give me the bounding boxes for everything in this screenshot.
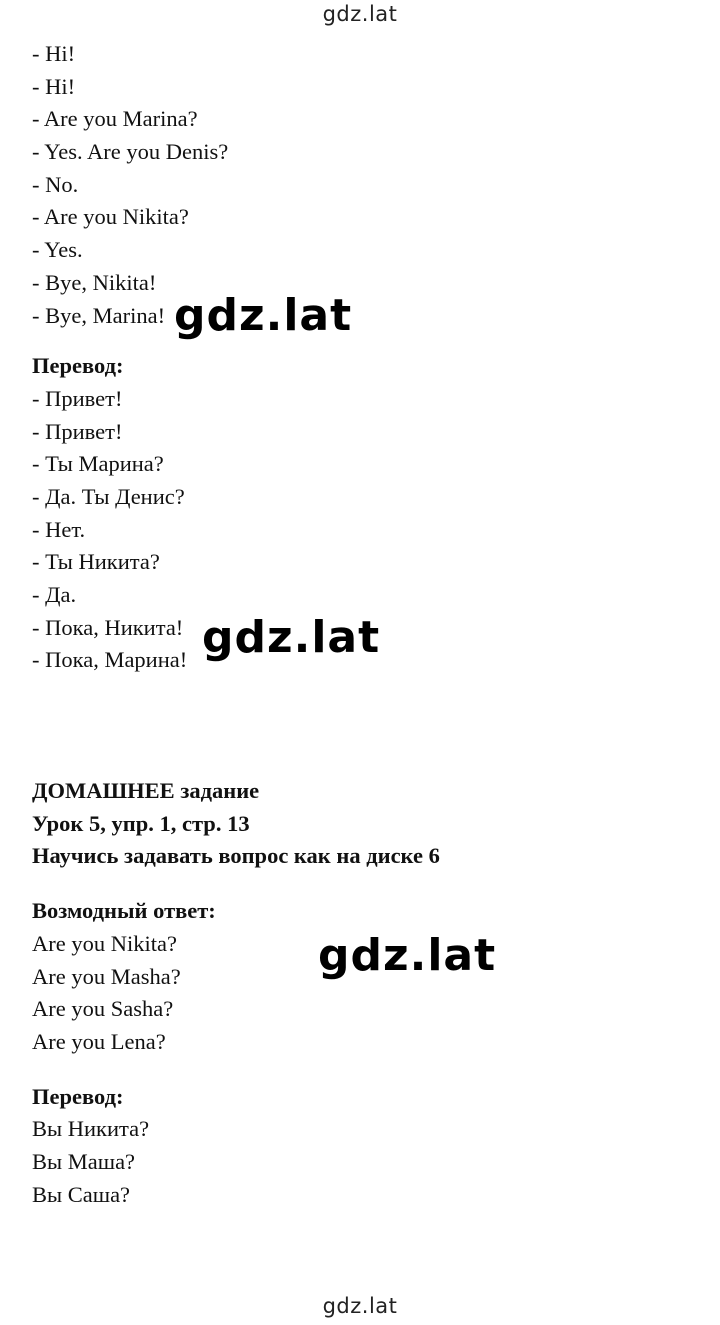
watermark: gdz.lat: [202, 612, 381, 663]
answer-line: Are you Nikita?: [32, 930, 177, 956]
translation-line: - Привет!: [32, 385, 123, 411]
translation-line: - Пока, Марина!: [32, 647, 188, 673]
dialogue-line: - Bye, Marina!: [32, 302, 166, 328]
translation-line: - Ты Никита?: [32, 549, 160, 575]
translation-line: - Привет!: [32, 418, 123, 444]
dialogue-line: - Hi!: [32, 73, 76, 99]
dialogue-line: - Bye, Nikita!: [32, 269, 157, 295]
translation-line: - Ты Марина?: [32, 451, 164, 477]
translation-line: Вы Саша?: [32, 1181, 131, 1207]
translation-line: - Да. Ты Денис?: [32, 483, 185, 509]
translation-line: Вы Никита?: [32, 1116, 150, 1142]
dialogue-block: [32, 38, 692, 332]
answer-line: Are you Masha?: [32, 963, 181, 989]
translation-line: - Да.: [32, 582, 77, 607]
answer-line: Are you Lena?: [32, 1028, 166, 1054]
homework-block: [32, 775, 692, 873]
dialogue-line: - Yes. Are you Denis?: [32, 139, 229, 165]
dialogue-line: - Are you Nikita?: [32, 204, 189, 230]
translation-heading: Перевод:: [32, 353, 124, 379]
translation-heading: Перевод:: [32, 1083, 124, 1109]
site-footer: gdz.lat: [322, 1294, 398, 1318]
answer-line: Are you Sasha?: [32, 996, 174, 1022]
answer-heading: Возмодный ответ:: [32, 898, 216, 924]
dialogue-line: - Hi!: [32, 41, 76, 66]
watermark: gdz.lat: [318, 930, 497, 981]
homework-lesson: Урок 5, упр. 1, стр. 13: [32, 810, 250, 836]
homework-title: ДОМАШНЕЕ задание: [32, 778, 260, 804]
translation-line: - Нет.: [32, 516, 86, 542]
dialogue-line: - No.: [32, 171, 79, 197]
site-header: gdz.lat: [322, 2, 398, 26]
answer-translation-block: [32, 1081, 692, 1212]
watermark: gdz.lat: [174, 290, 353, 341]
translation-line: - Пока, Никита!: [32, 614, 184, 640]
translation-line: Вы Маша?: [32, 1148, 136, 1174]
homework-task: Научись задавать вопрос как на диске 6: [32, 843, 440, 869]
dialogue-line: - Are you Marina?: [32, 106, 198, 132]
dialogue-line: - Yes.: [32, 237, 83, 263]
